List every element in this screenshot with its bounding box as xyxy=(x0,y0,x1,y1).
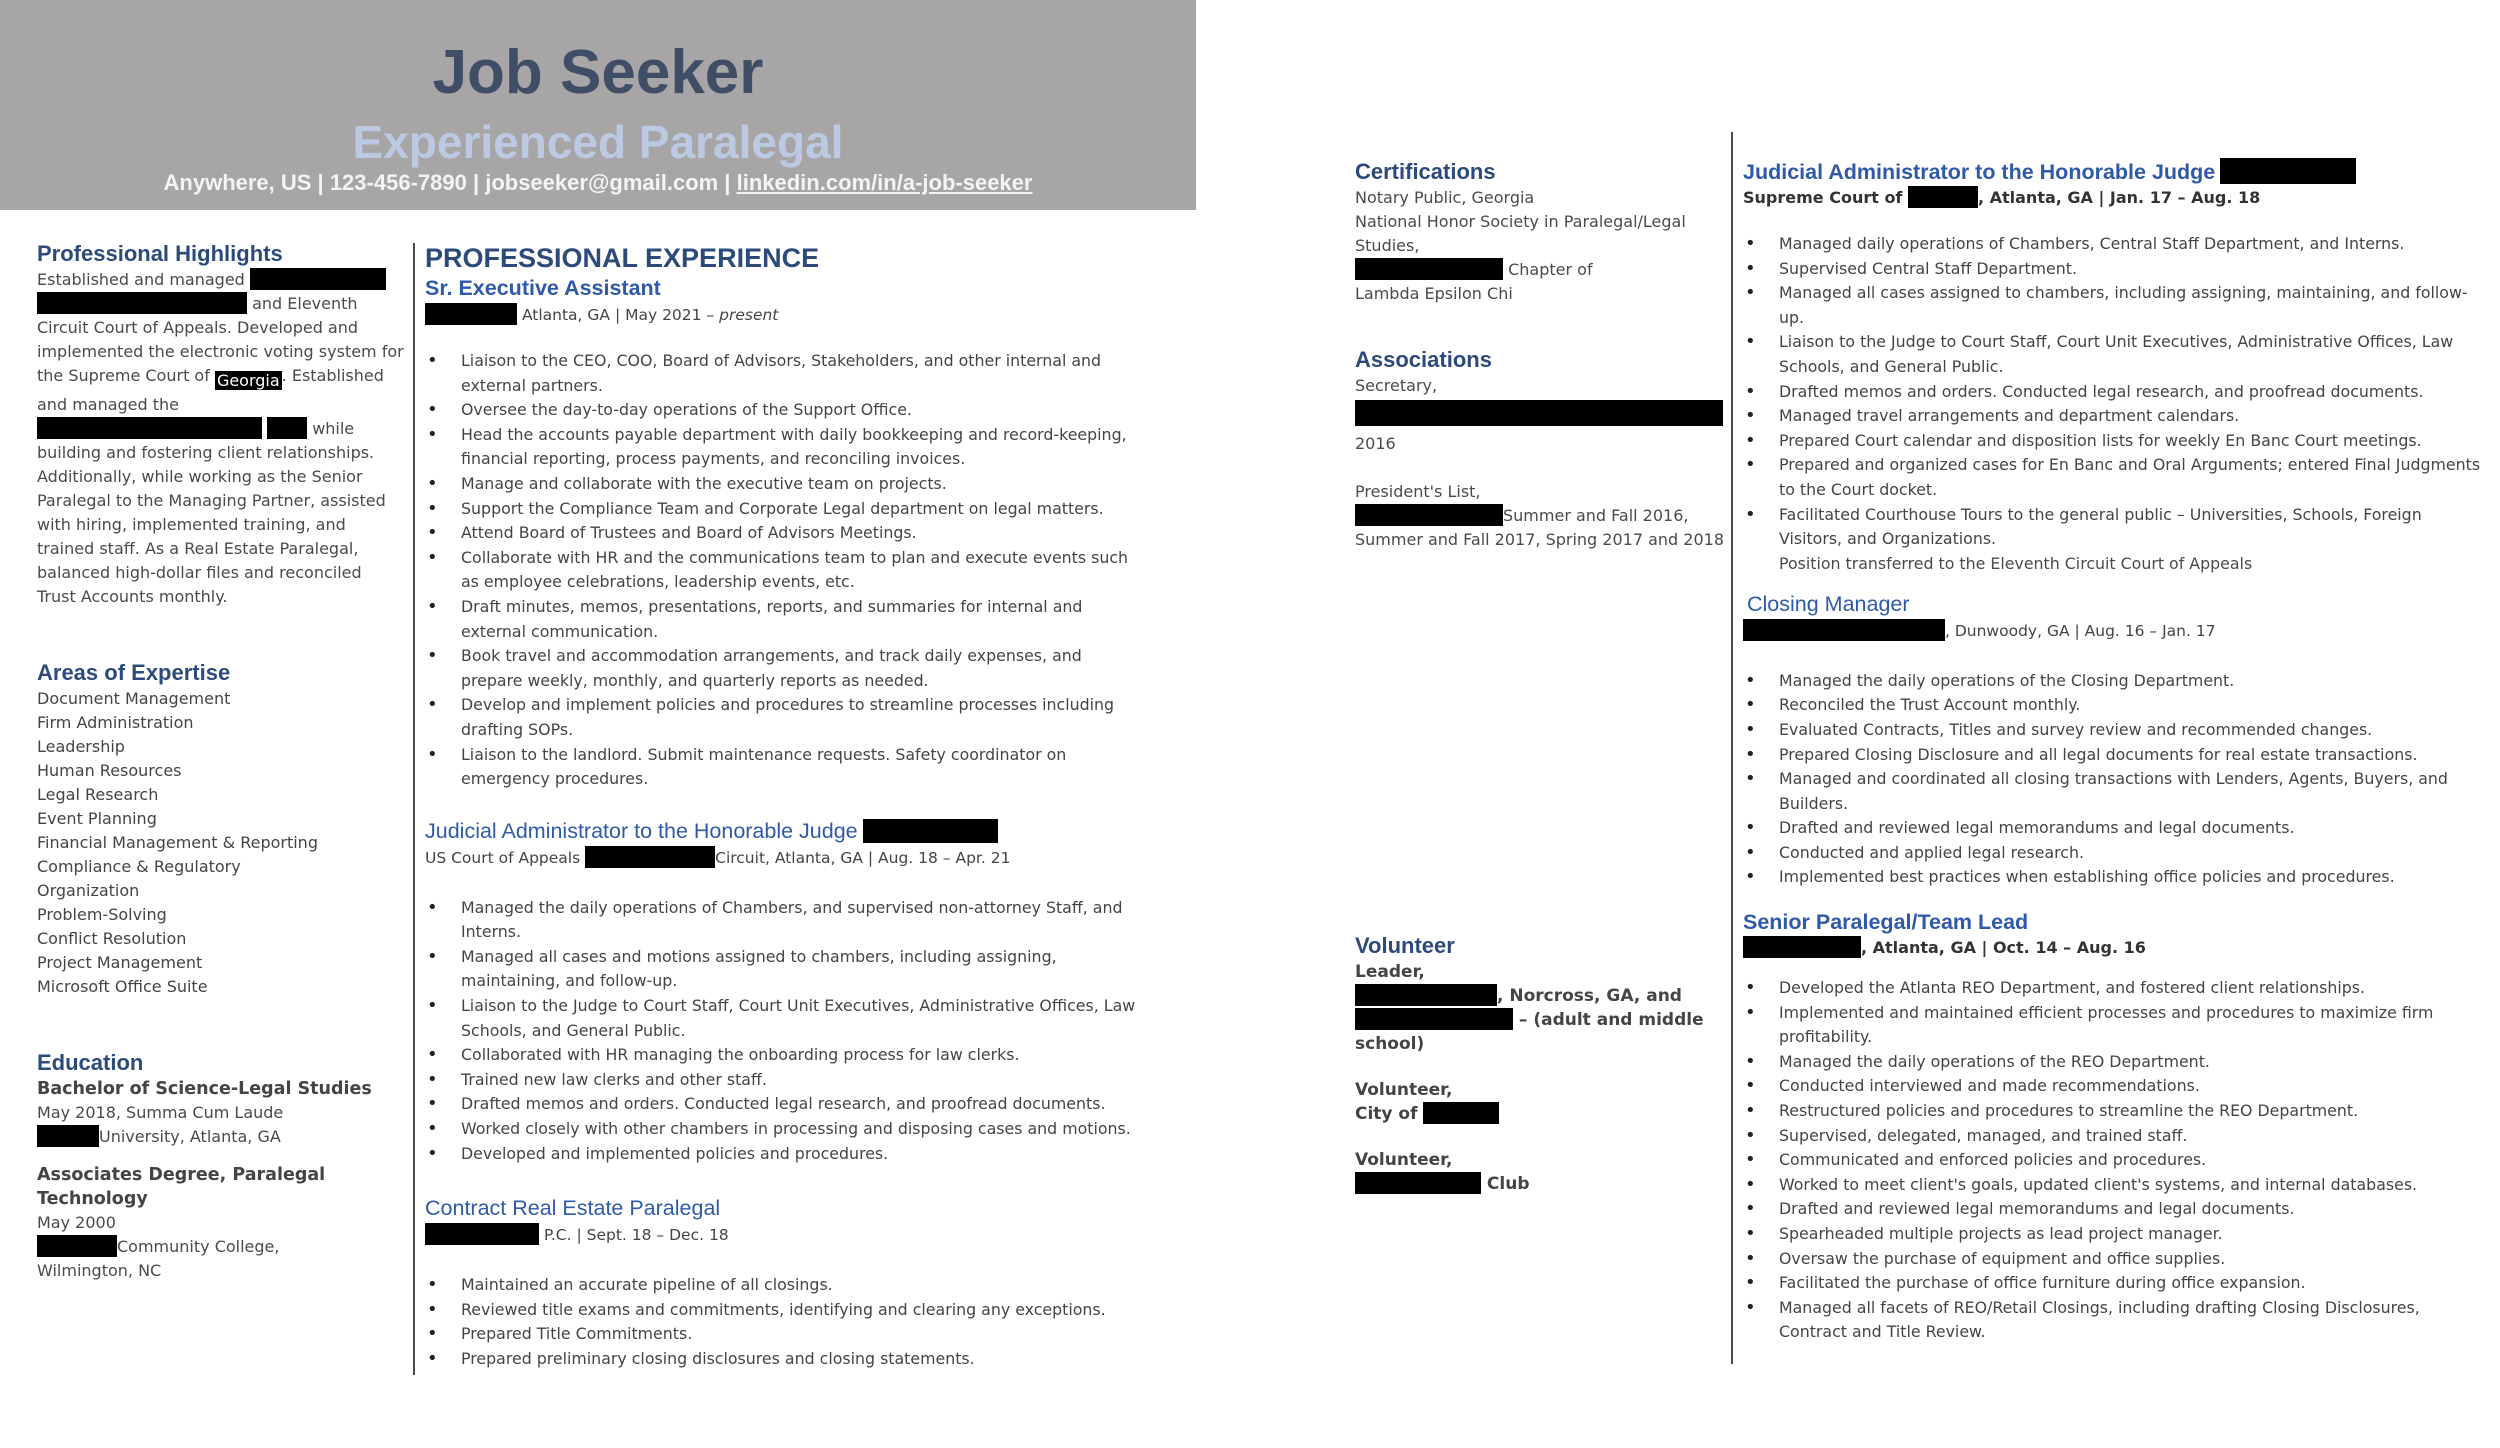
vol-text: , Norcross, GA, and xyxy=(1497,986,1682,1006)
job-meta-text: , Atlanta, GA | Oct. 14 – Aug. 16 xyxy=(1861,938,2146,958)
redaction xyxy=(1355,258,1503,280)
redaction xyxy=(585,846,715,868)
certifications-heading: Certifications xyxy=(1355,159,1496,184)
assoc-year: 2016 xyxy=(1355,434,1396,453)
bullet: • Reconciled the Trust Account monthly. xyxy=(1743,693,2483,718)
expertise-heading: Areas of Expertise xyxy=(37,660,231,685)
bullet: • Managed all cases assigned to chambers, including assigning, maintaining, and follow-up. xyxy=(1743,281,2483,330)
job-title: Senior Paralegal/Team Lead xyxy=(1743,910,2029,935)
bullet: • Supervised Central Staff Department. xyxy=(1743,257,2483,282)
bullet: • Draft minutes, memos, presentations, reports, and summaries for internal and external communication. xyxy=(425,595,1145,644)
expertise-item: Project Management xyxy=(37,953,203,972)
bullet: • Evaluated Contracts, Titles and survey review and recommended changes. xyxy=(1743,718,2483,743)
redaction xyxy=(1355,984,1497,1006)
header-banner xyxy=(0,0,1196,210)
cert-line: National Honor Society in Paralegal/Legal Studies, xyxy=(1355,212,1686,255)
bullet: • Drafted and reviewed legal memorandums and legal documents. xyxy=(1743,816,2483,841)
assoc-line: Summer and Fall 2017, Spring 2017 and 2018 xyxy=(1355,530,1724,549)
bullet: • Liaison to the Judge to Court Staff, Court Unit Executives, Administrative Offices, Law Schools, and General Public. xyxy=(1743,330,2483,379)
resume-page-1 xyxy=(0,0,1196,1448)
experience-heading: PROFESSIONAL EXPERIENCE xyxy=(425,243,820,273)
experience-column xyxy=(425,242,1145,1372)
bullet: • Managed all cases and motions assigned to chambers, including assigning, maintaining, and follow-up. xyxy=(425,945,1145,994)
vol-line: school) xyxy=(1355,1034,1425,1054)
linkedin-link[interactable]: linkedin.com/in/a-job-seeker xyxy=(736,170,1033,195)
bullet: • Maintained an accurate pipeline of all closings. xyxy=(425,1273,1145,1298)
expertise-item: Firm Administration xyxy=(37,713,194,732)
expertise-item: Legal Research xyxy=(37,785,159,804)
bullet: • Prepared Court calendar and disposition lists for weekly En Banc Court meetings. xyxy=(1743,429,2483,454)
job-meta xyxy=(425,846,1145,870)
job-title xyxy=(425,817,1145,845)
vol-line xyxy=(1355,984,1725,1008)
highlights-part-3: . Established and managed the xyxy=(37,366,384,414)
cert-line: Notary Public, Georgia xyxy=(1355,188,1535,207)
job-title: Closing Manager xyxy=(1747,591,1910,616)
job-title: Contract Real Estate Paralegal xyxy=(425,1196,721,1221)
redaction xyxy=(1743,619,1945,641)
left-column xyxy=(37,240,405,1283)
education-heading: Education xyxy=(37,1050,144,1075)
bullet: • Attend Board of Trustees and Board of Advisors Meetings. xyxy=(425,521,1145,546)
bullet: • Drafted and reviewed legal memorandums and legal documents. xyxy=(1743,1197,2483,1222)
job-meta xyxy=(1743,936,2483,960)
bullet: • Drafted memos and orders. Conducted legal research, and proofread documents. xyxy=(1743,380,2483,405)
bullet: • Managed the daily operations of the Closing Department. xyxy=(1743,669,2483,694)
bullet: • Prepared preliminary closing disclosures and closing statements. xyxy=(425,1347,1145,1372)
bullet: • Reviewed title exams and commitments, identifying and clearing any exceptions. xyxy=(425,1298,1145,1323)
expertise-item: Financial Management & Reporting xyxy=(37,833,318,852)
job-bullets xyxy=(425,349,1145,792)
job-bullets xyxy=(1743,232,2483,552)
bullet: • Facilitated the purchase of office furniture during office expansion. xyxy=(1743,1271,2483,1296)
job-title-text: Judicial Administrator to the Honorable Judge xyxy=(1743,160,2216,184)
degree-2-city: Wilmington, NC xyxy=(37,1261,162,1280)
cert-chapter: Chapter of xyxy=(1508,260,1593,279)
bullet: • Head the accounts payable department with daily bookkeeping and record-keeping, financial reporting, process payments, and reconciling invoices. xyxy=(425,423,1145,472)
bullet: • Conducted and applied legal research. xyxy=(1743,841,2483,866)
vol-line: Volunteer, xyxy=(1355,1150,1453,1170)
degree-1-school xyxy=(37,1125,405,1149)
bullet: • Facilitated Courthouse Tours to the general public – Universities, Schools, Foreign Visitors, and Organizations. xyxy=(1743,503,2483,552)
job-bullets xyxy=(1743,976,2483,1345)
expertise-item: Problem-Solving xyxy=(37,905,167,924)
vol-line: Volunteer, xyxy=(1355,1080,1453,1100)
bullet: • Prepared Title Commitments. xyxy=(425,1322,1145,1347)
bullet: • Managed and coordinated all closing transactions with Lenders, Agents, Buyers, and Builders. xyxy=(1743,767,2483,816)
bullet: • Oversee the day-to-day operations of the Support Office. xyxy=(425,398,1145,423)
bullet: • Liaison to the landlord. Submit maintenance requests. Safety coordinator on emergency procedures. xyxy=(425,743,1145,792)
bullet: • Book travel and accommodation arrangements, and track daily expenses, and prepare weekly, monthly, and quarterly reports as needed. xyxy=(425,644,1145,693)
assoc-line xyxy=(1355,504,1725,528)
redaction xyxy=(37,417,262,439)
expertise-item: Conflict Resolution xyxy=(37,929,187,948)
bullet: • Developed and implemented policies and procedures. xyxy=(425,1142,1145,1167)
job-meta xyxy=(425,1223,1145,1247)
expertise-item: Event Planning xyxy=(37,809,157,828)
vol-line xyxy=(1355,1102,1725,1126)
bullet: • Collaborate with HR and the communications team to plan and execute events such as employee celebrations, leadership events, etc. xyxy=(425,546,1145,595)
contact-info: Anywhere, US | 123-456-7890 | jobseeker@gmail.com | xyxy=(163,170,737,195)
bullet: • Support the Compliance Team and Corporate Legal department on legal matters. xyxy=(425,497,1145,522)
cert-line xyxy=(1355,258,1725,282)
redaction xyxy=(1355,1172,1481,1194)
job-bullets xyxy=(425,896,1145,1167)
degree-2-school xyxy=(37,1235,405,1259)
redaction xyxy=(425,1223,539,1245)
bullet: • Worked to meet client's goals, updated client's systems, and internal databases. xyxy=(1743,1173,2483,1198)
vol-line: Leader, xyxy=(1355,962,1425,982)
vol-text: – (adult and middle xyxy=(1518,1010,1704,1030)
vol-line xyxy=(1355,1008,1725,1032)
redaction xyxy=(1908,186,1978,208)
vol-line xyxy=(1355,1172,1725,1196)
expertise-item: Human Resources xyxy=(37,761,182,780)
bullet: • Managed all facets of REO/Retail Closings, including drafting Closing Disclosures, Contract and Title Review. xyxy=(1743,1296,2483,1345)
redaction xyxy=(863,819,998,843)
job-meta-text: , Dunwoody, GA | Aug. 16 – Jan. 17 xyxy=(1945,621,2216,640)
job-meta-a: Supreme Court of xyxy=(1743,188,1903,207)
bullet: • Worked closely with other chambers in processing and disposing cases and motions. xyxy=(425,1117,1145,1142)
contact-line xyxy=(0,170,1196,196)
redaction xyxy=(250,268,386,290)
bullet: • Manage and collaborate with the executive team on projects. xyxy=(425,472,1145,497)
vol-text: City of xyxy=(1355,1104,1418,1124)
bullet: • Managed the daily operations of the REO Department. xyxy=(1743,1050,2483,1075)
degree-1-date: May 2018, Summa Cum Laude xyxy=(37,1103,284,1122)
redaction xyxy=(1743,936,1861,958)
bullet: • Trained new law clerks and other staff. xyxy=(425,1068,1145,1093)
redaction xyxy=(37,1125,99,1147)
redaction xyxy=(1355,400,1723,426)
bullet: • Develop and implement policies and procedures to streamline processes including drafting SOPs. xyxy=(425,693,1145,742)
job-meta-b: , Atlanta, GA | Jan. 17 – Aug. 18 xyxy=(1977,188,2261,207)
redaction xyxy=(1423,1102,1499,1124)
job-meta-present: present xyxy=(719,306,779,324)
bullet: • Implemented and maintained efficient processes and procedures to maximize firm profitability. xyxy=(1743,1001,2483,1050)
school-name: University, Atlanta, GA xyxy=(99,1127,281,1146)
redaction xyxy=(267,417,307,439)
degree-2: Associates Degree, Paralegal Technology xyxy=(37,1165,326,1209)
degree-1: Bachelor of Science-Legal Studies xyxy=(37,1079,372,1099)
job-title-text: Judicial Administrator to the Honorable Judge xyxy=(425,818,858,843)
bullet: • Managed the daily operations of Chambers, and supervised non-attorney Staff, and Interns. xyxy=(425,896,1145,945)
highlights-text xyxy=(37,268,405,609)
job-meta xyxy=(1743,186,2483,210)
bullet: • Liaison to the CEO, COO, Board of Advisors, Stakeholders, and other internal and external partners. xyxy=(425,349,1145,398)
job-meta xyxy=(1743,619,2483,643)
highlights-selected-text: Georgia xyxy=(216,371,280,390)
job-meta-text: Atlanta, GA | May 2021 – xyxy=(521,306,720,324)
job-meta-b: Circuit, Atlanta, GA | Aug. 18 – Apr. 21 xyxy=(715,848,1011,867)
bullet: • Spearheaded multiple projects as lead project manager. xyxy=(1743,1222,2483,1247)
assoc-line: Secretary, xyxy=(1355,376,1438,395)
bullet: • Oversaw the purchase of equipment and office supplies. xyxy=(1743,1247,2483,1272)
bullet: • Drafted memos and orders. Conducted legal research, and proofread documents. xyxy=(425,1092,1145,1117)
redaction xyxy=(425,303,517,325)
job-meta-a: US Court of Appeals xyxy=(425,848,581,867)
bullet: • Restructured policies and procedures to streamline the REO Department. xyxy=(1743,1099,2483,1124)
bullet: • Managed daily operations of Chambers, Central Staff Department, and Interns. xyxy=(1743,232,2483,257)
redaction xyxy=(1355,504,1503,526)
experience-column-2 xyxy=(1743,158,2483,1345)
redaction xyxy=(1355,1008,1513,1030)
candidate-name: Job Seeker xyxy=(432,38,764,107)
cert-line: Lambda Epsilon Chi xyxy=(1355,284,1513,303)
pl-text: Summer and Fall 2016, xyxy=(1503,506,1689,525)
bullet: • Communicated and enforced policies and procedures. xyxy=(1743,1148,2483,1173)
bullet: • Collaborated with HR managing the onboarding process for law clerks. xyxy=(425,1043,1145,1068)
volunteer-heading: Volunteer xyxy=(1355,933,1455,958)
bullet: • Prepared and organized cases for En Banc and Oral Arguments; entered Final Judgments to the Court docket. xyxy=(1743,453,2483,502)
expertise-list xyxy=(37,687,405,999)
degree-2-date: May 2000 xyxy=(37,1213,116,1232)
redaction xyxy=(37,1235,117,1257)
highlights-heading: Professional Highlights xyxy=(37,241,283,266)
assoc-line: President's List, xyxy=(1355,482,1481,501)
bullet: • Liaison to the Judge to Court Staff, Court Unit Executives, Administrative Offices, Law Schools, and General Public. xyxy=(425,994,1145,1043)
bullet: • Implemented best practices when establishing office policies and procedures. xyxy=(1743,865,2483,890)
job-meta-text: P.C. | Sept. 18 – Dec. 18 xyxy=(543,1226,729,1245)
redaction xyxy=(2220,158,2356,184)
associations-heading: Associations xyxy=(1355,347,1492,372)
highlights-part-2: and Eleventh Circuit Court of Appeals. Developed and implemented the electronic voting system for the Supreme Court of xyxy=(37,294,404,385)
vol-text: Club xyxy=(1486,1174,1530,1194)
job-title xyxy=(1743,158,2483,186)
job-bullets xyxy=(1743,669,2483,890)
job-meta xyxy=(425,303,1145,327)
sidebar-column xyxy=(1355,158,1725,1196)
school-name: Community College, xyxy=(117,1237,280,1256)
expertise-item: Organization xyxy=(37,881,140,900)
expertise-item: Leadership xyxy=(37,737,125,756)
bullet: • Conducted interviewed and made recommendations. xyxy=(1743,1074,2483,1099)
resume-page-2 xyxy=(1320,0,2500,1448)
expertise-item: Compliance & Regulatory xyxy=(37,857,241,876)
bullet: • Managed travel arrangements and department calendars. xyxy=(1743,404,2483,429)
column-divider xyxy=(413,243,415,1375)
expertise-item: Document Management xyxy=(37,689,231,708)
job-bullets xyxy=(425,1273,1145,1371)
bullet: • Developed the Atlanta REO Department, and fostered client relationships. xyxy=(1743,976,2483,1001)
column-divider xyxy=(1731,132,1733,1364)
bullet: • Prepared Closing Disclosure and all legal documents for real estate transactions. xyxy=(1743,743,2483,768)
highlights-part-4: while building and fostering client relationships. Additionally, while working as the Senior Paralegal to the Managing Partner, assisted with hiring, implemented training, and trained staff. As a Real Estate Paralegal, balanced high-dollar files and reconciled Trust Accounts monthly. xyxy=(37,419,386,606)
bullet: • Supervised, delegated, managed, and trained staff. xyxy=(1743,1124,2483,1149)
redaction xyxy=(37,292,247,314)
highlights-part-1: Established and managed xyxy=(37,270,245,289)
job-note: Position transferred to the Eleventh Circuit Court of Appeals xyxy=(1779,553,2253,573)
expertise-item: Microsoft Office Suite xyxy=(37,977,208,996)
job-title: Sr. Executive Assistant xyxy=(425,276,661,300)
candidate-title: Experienced Paralegal xyxy=(352,116,844,168)
